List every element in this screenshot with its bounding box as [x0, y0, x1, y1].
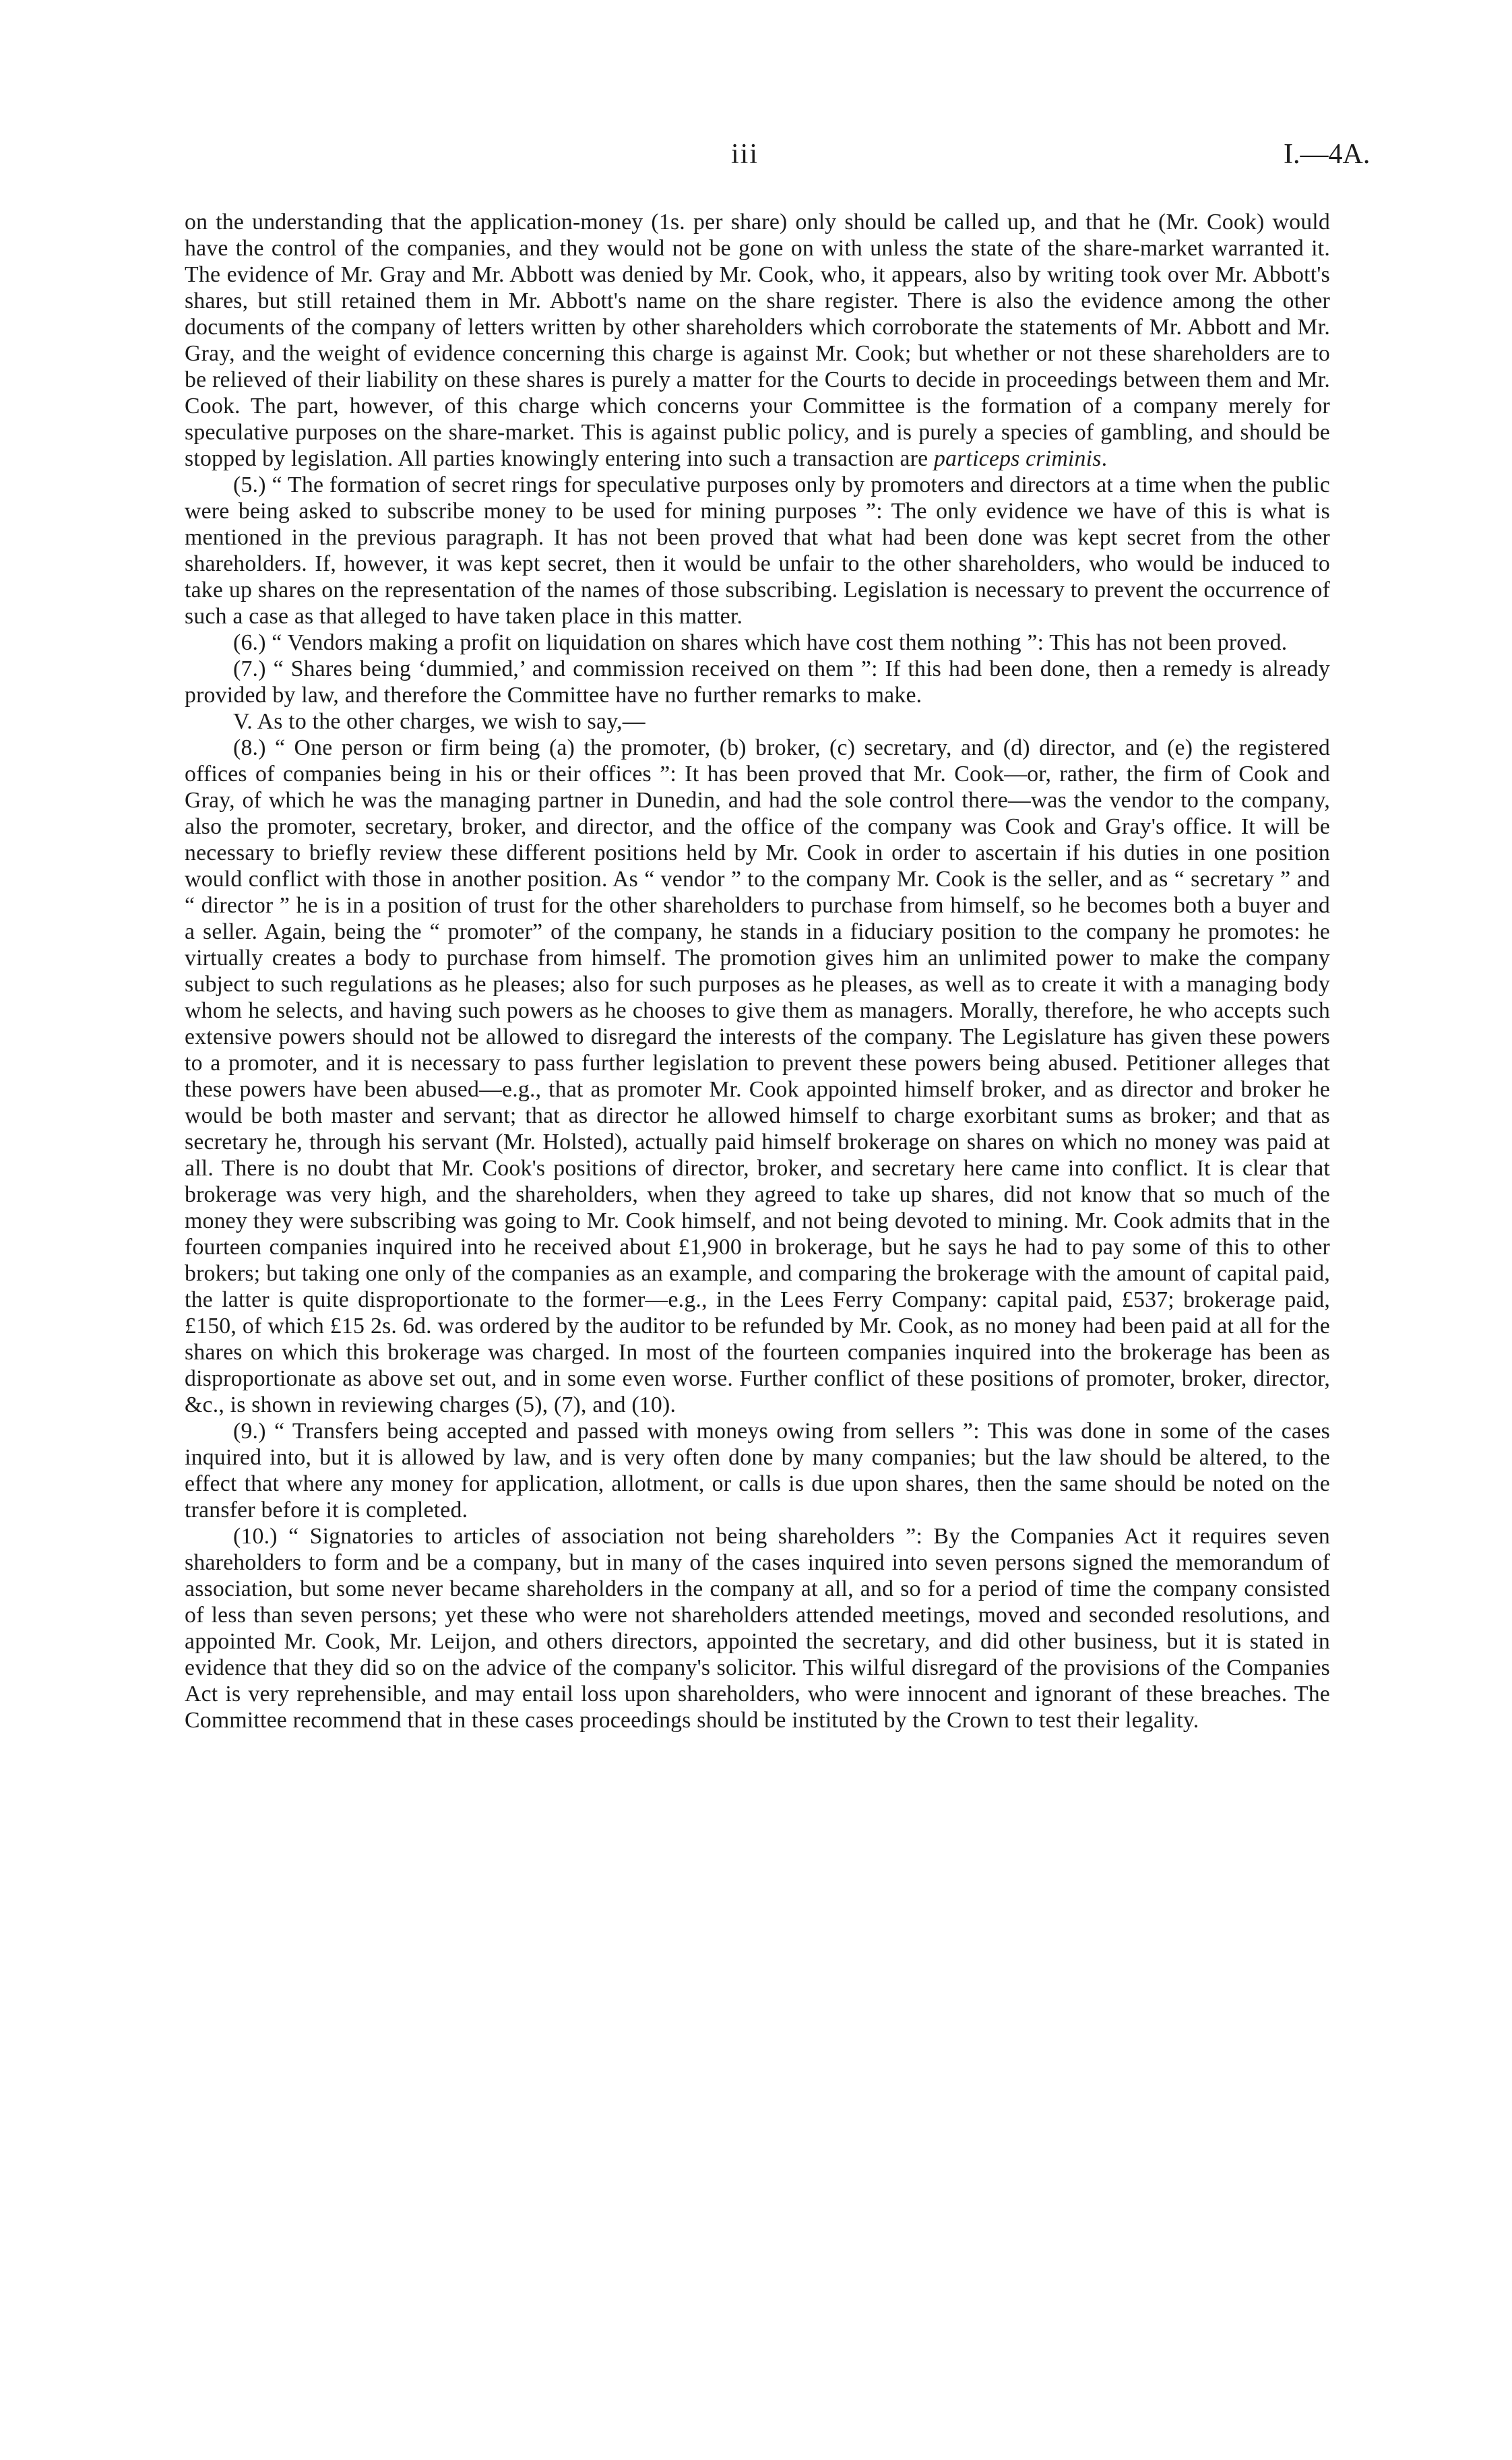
page-header	[0, 138, 1512, 179]
paragraph-charge-8: (8.) “ One person or firm being (a) the promoter, (b) broker, (c) secretary, and (d) director, and (e) the registered offices of companies being in his or their offices ”: It has been proved that Mr. Cook—or, rather, the firm of Cook and Gray, of which he was the managing partner in Dunedin, and had the sole control there—was the vendor to the company, also the promoter, secretary, broker, and director, and the office of the company was Cook and Gray's office. It will be necessary to briefly review these different positions held by Mr. Cook in order to ascertain if his duties in one position would conflict with those in another position. As “ vendor ” to the company Mr. Cook is the seller, and as “ secretary ” and “ director ” he is in a position of trust for the other shareholders to purchase from himself, so he becomes both a buyer and a seller. Again, being the “ promoter” of the company, he stands in a fiduciary position to the company he promotes: he virtually creates a body to purchase from himself. The promotion gives him an unlimited power to make the company subject to such regulations as he pleases; also for such purposes as he pleases, as well as to create it with a managing body whom he selects, and having such powers as he chooses to give them as managers. Morally, therefore, he who accepts such extensive powers should not be allowed to disregard the interests of the company. The Legislature has given these powers to a promoter, and it is necessary to pass further legislation to prevent these powers being abused. Petitioner alleges that these powers have been abused—e.g., that as promoter Mr. Cook appointed himself broker, and as director and broker he would be both master and servant; that as director he allowed himself to charge exorbitant sums as broker; and that as secretary he, through his servant (Mr. Holsted), actually paid himself brokerage on shares on which no money was paid at all. There is no doubt that Mr. Cook's positions of director, broker, and secretary here came into conflict. It is clear that brokerage was very high, and the shareholders, when they agreed to take up shares, did not know that so much of the money they were subscribing was going to Mr. Cook himself, and not being devoted to mining. Mr. Cook admits that in the fourteen companies inquired into he received about £1,900 in brokerage, but he says he had to pay some of this to other brokers; but taking one only of the companies as an example, and comparing the brokerage with the amount of capital paid, the latter is quite disproportionate to the former—e.g., in the Lees Ferry Company: capital paid, £537; brokerage paid, £150, of which £15 2s. 6d. was ordered by the auditor to be refunded by Mr. Cook, as no money had been paid at all for the shares on which this brokerage was charged. In most of the fourteen companies inquired into the brokerage has been as disproportionate as above set out, and in some even worse. Further conflict of these positions of promoter, broker, director, &c., is shown in reviewing charges (5), (7), and (10).	[185, 735, 1330, 1417]
paragraph-charge-9: (9.) “ Transfers being accepted and passed with moneys owing from sellers ”: This was done in some of the cases inquired into, but it is allowed by law, and is very often done by many companies; but the law should be altered, to the effect that where any money for application, allotment, or calls is due upon shares, then the same should be noted on the transfer before it is completed.	[185, 1419, 1330, 1523]
paragraph-text: on the understanding that the application-money (1s. per share) only should be called up, and that he (Mr. Cook) would have the control of the companies, and they would not be gone on with unless the state of the share-market warranted it. The evidence of Mr. Gray and Mr. Abbott was denied by Mr. Cook, who, it appears, also by writing took over Mr. Abbott's shares, but still retained them in Mr. Abbott's name on the share register. There is also the evidence among the other documents of the company of letters written by other shareholders which corroborate the statements of Mr. Abbott and Mr. Gray, and the weight of evidence concerning this charge is against Mr. Cook; but whether or not these shareholders are to be relieved of their liability on these shares is purely a matter for the Courts to decide in proceedings between them and Mr. Cook. The part, however, of this charge which concerns your Committee is the formation of a company merely for speculative purposes on the share-market. This is against public policy, and is purely a species of gambling, and should be stopped by legislation. All parties knowingly entering into such a transaction are	[185, 210, 1330, 471]
section-v-heading: V. As to the other charges, we wish to say,—	[233, 709, 645, 734]
page-number: iii	[731, 139, 759, 170]
paper-reference: I.—4A.	[1284, 139, 1371, 170]
paragraph-charge-10: (10.) “ Signatories to articles of association not being shareholders ”: By the Companies Act it requires seven shareholders to form and be a company, but in many of the cases inquired into seven persons signed the memorandum of association, but some never became shareholders in the company at all, and so for a period of time the company consisted of less than seven persons; yet these who were not shareholders attended meetings, moved and seconded resolutions, and appointed Mr. Cook, Mr. Leijon, and others directors, appointed the secretary, and did other business, but it is stated in evidence that they did so on the advice of the company's solicitor. This wilful disregard of the provisions of the Companies Act is very reprehensible, and may entail loss upon shareholders, who were innocent and ignorant of these breaches. The Committee recommend that in these cases proceedings should be instituted by the Crown to test their legality.	[185, 1524, 1330, 1733]
paragraph-charge-7: (7.) “ Shares being ‘dummied,’ and commission received on them ”: If this had been done, then a remedy is already provided by law, and therefore the Committee have no further remarks to make.	[185, 656, 1330, 708]
report-body	[185, 209, 1330, 1733]
latin-phrase: particeps criminis	[933, 446, 1102, 471]
paragraph-charge-6: (6.) “ Vendors making a profit on liquidation on shares which have cost them nothing ”: This has not been proved.	[233, 630, 1288, 655]
paragraph-continuation	[185, 209, 1330, 472]
paragraph-end: .	[1101, 446, 1108, 471]
paragraph-charge-5: (5.) “ The formation of secret rings for speculative purposes only by promoters and directors at a time when the public were being asked to subscribe money to be used for mining purposes ”: The only evidence we have of this is what is mentioned in the previous paragraph. It has not been proved that what had been done was kept secret from the other shareholders. If, however, it was kept secret, then it would be unfair to the other shareholders, who would be induced to take up shares on the representation of the names of those subscribing. Legislation is necessary to prevent the occurrence of such a case as that alleged to have taken place in this matter.	[185, 472, 1330, 629]
